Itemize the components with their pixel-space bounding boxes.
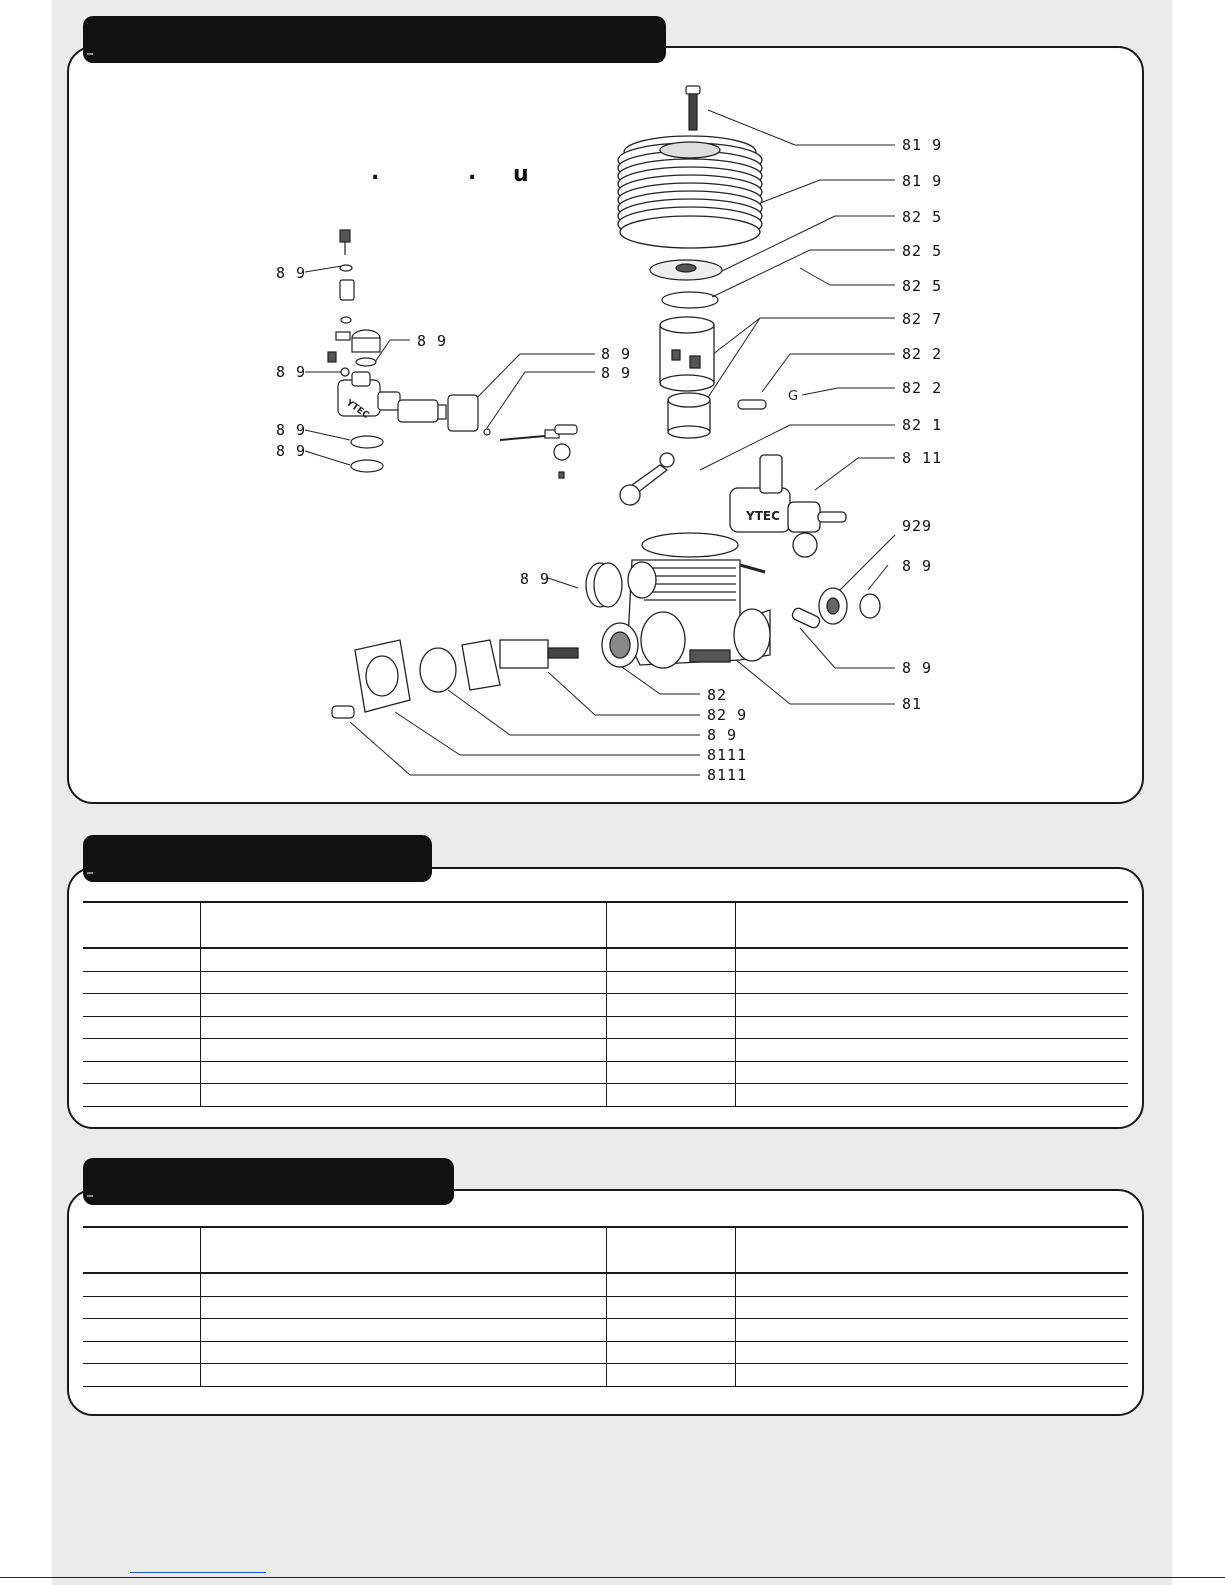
callout-label: 81 9 — [902, 172, 943, 190]
callout-label: 82 5 — [902, 277, 943, 295]
table-cell — [735, 1061, 1128, 1084]
callout-label: 8 9 — [276, 264, 307, 282]
table-cell — [83, 1364, 200, 1387]
table-cell — [606, 1061, 735, 1084]
callout-label: 8 9 — [276, 442, 307, 460]
column-header — [606, 1227, 735, 1273]
table-cell — [83, 1273, 200, 1296]
callout-label: 8 9 — [276, 363, 307, 381]
table-cell — [735, 1364, 1128, 1387]
table-cell — [735, 1341, 1128, 1364]
table-row — [83, 1084, 1128, 1107]
carb-logo: YTEC — [746, 509, 780, 523]
table-header-row — [83, 1227, 1128, 1273]
callout-label: 8111 — [707, 746, 748, 764]
column-header — [200, 902, 606, 948]
tab-mark — [87, 872, 93, 874]
table-header-row — [83, 902, 1128, 948]
table-cell — [83, 1061, 200, 1084]
table-cell — [200, 994, 606, 1017]
callout-label: 81 — [902, 695, 923, 713]
table-cell — [735, 1296, 1128, 1319]
table-cell — [200, 971, 606, 994]
table-cell — [200, 1016, 606, 1039]
callout-label: 8 9 — [902, 557, 933, 575]
clip-mark: G — [788, 389, 799, 404]
table-cell — [200, 1273, 606, 1296]
callout-label: 82 9 — [707, 706, 748, 724]
table-cell — [735, 1319, 1128, 1342]
table-cell — [200, 1296, 606, 1319]
stray-char: u — [513, 162, 529, 187]
table-cell — [83, 1084, 200, 1107]
callout-label: 82 — [707, 686, 728, 704]
table-cell — [83, 1341, 200, 1364]
table-cell — [606, 1319, 735, 1342]
callout-label: 82 5 — [902, 208, 943, 226]
footer-rule — [0, 1577, 1225, 1578]
callout-label: 929 — [902, 517, 933, 535]
table-row — [83, 1016, 1128, 1039]
footer-link[interactable] — [130, 1572, 266, 1573]
table-cell — [606, 948, 735, 971]
column-header — [200, 1227, 606, 1273]
parts-table-1 — [83, 901, 1128, 1107]
table-cell — [83, 1319, 200, 1342]
parts-table-2 — [83, 1226, 1128, 1387]
table-cell — [83, 1296, 200, 1319]
callout-label: 8 9 — [417, 332, 448, 350]
table-row — [83, 1273, 1128, 1296]
callout-label: 8 11 — [902, 449, 943, 467]
table-row — [83, 1296, 1128, 1319]
table-row — [83, 1341, 1128, 1364]
column-header — [83, 1227, 200, 1273]
column-header — [83, 902, 200, 948]
table-row — [83, 971, 1128, 994]
callout-label: 82 5 — [902, 242, 943, 260]
table-cell — [606, 1273, 735, 1296]
table-cell — [200, 1084, 606, 1107]
table-cell — [606, 994, 735, 1017]
table-row — [83, 1061, 1128, 1084]
table-row — [83, 1364, 1128, 1387]
callout-label: 82 2 — [902, 345, 943, 363]
callout-label: 8 9 — [276, 421, 307, 439]
callout-label: 82 2 — [902, 379, 943, 397]
callout-label: 82 1 — [902, 416, 943, 434]
table-row — [83, 1319, 1128, 1342]
table-cell — [735, 1084, 1128, 1107]
table-cell — [735, 971, 1128, 994]
table-cell — [200, 1039, 606, 1062]
table-cell — [606, 1084, 735, 1107]
table-cell — [83, 1016, 200, 1039]
callout-label: 81 9 — [902, 136, 943, 154]
table-cell — [735, 1039, 1128, 1062]
table-cell — [606, 1364, 735, 1387]
callout-label: 8 9 — [707, 726, 738, 744]
tab-mark — [87, 1195, 93, 1197]
carb-logo-left: YTEC — [344, 398, 371, 421]
stray-char: . — [468, 160, 477, 185]
callout-label: 8 9 — [520, 570, 551, 588]
callout-label: 8111 — [707, 766, 748, 784]
table-cell — [606, 1296, 735, 1319]
table-cell — [83, 948, 200, 971]
callout-label: 8 9 — [902, 659, 933, 677]
table-cell — [83, 971, 200, 994]
table-cell — [200, 1341, 606, 1364]
column-header — [735, 902, 1128, 948]
table-cell — [735, 994, 1128, 1017]
table-cell — [606, 1039, 735, 1062]
callout-label: 82 7 — [902, 310, 943, 328]
section-header-table-1 — [83, 835, 432, 882]
column-header — [606, 902, 735, 948]
table-cell — [735, 948, 1128, 971]
table-cell — [606, 1016, 735, 1039]
callout-label: 8 9 — [601, 364, 632, 382]
callout-label: 8 9 — [601, 345, 632, 363]
table-cell — [200, 1364, 606, 1387]
column-header — [735, 1227, 1128, 1273]
table-cell — [83, 1039, 200, 1062]
stray-char: . — [371, 160, 380, 185]
table-cell — [83, 994, 200, 1017]
table-cell — [200, 948, 606, 971]
table-cell — [735, 1016, 1128, 1039]
table-row — [83, 1039, 1128, 1062]
table-cell — [735, 1273, 1128, 1296]
table-row — [83, 948, 1128, 971]
section-header-table-2 — [83, 1158, 454, 1205]
table-cell — [200, 1061, 606, 1084]
table-cell — [606, 971, 735, 994]
table-row — [83, 994, 1128, 1017]
table-cell — [606, 1341, 735, 1364]
table-cell — [200, 1319, 606, 1342]
